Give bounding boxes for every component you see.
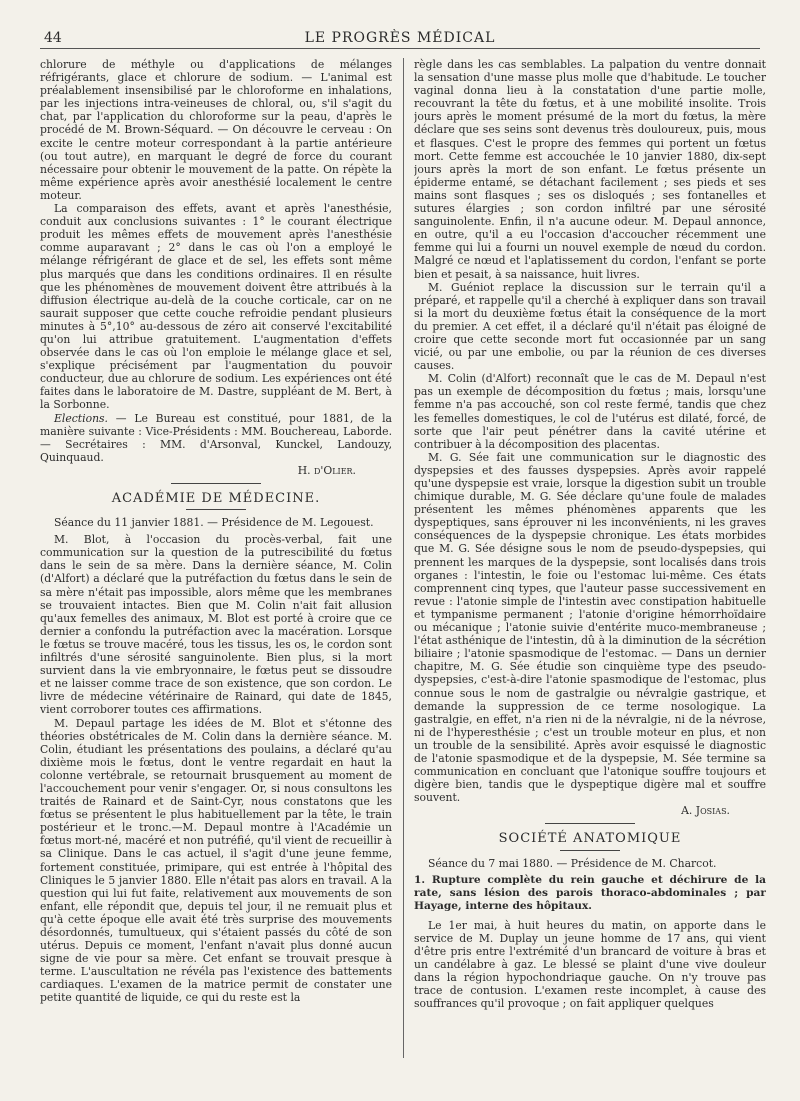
paragraph-elections — [40, 412, 392, 464]
signature: H. d'Olier. — [297, 463, 356, 477]
section-title: SOCIÉTÉ ANATOMIQUE — [498, 831, 682, 847]
session-heading: Séance du 11 janvier 1881. — Présidence de M. Legouest. — [54, 516, 374, 530]
column-divider — [403, 58, 404, 1058]
paragraph: règle dans les cas semblables. La palpation du ventre donnait la sensation d'une masse plus molle que d'habitude. Le toucher vaginal donna lieu à la constatation d'une partie molle, recouvrant la tête du fœtus, et à une mobilité insolite. Trois jours après le moment présumé de la mort du fœtus, la mère déclare que ses seins sont devenus très douloureux, puis, mous et flasques. C'est le propre des femmes qui portent un fœtus mort. Cette femme est accouchée le 10 janvier 1880, dix-sept jours après la mort de son enfant. Le fœtus présente un épiderme entamé, se détachant facilement ; ses pieds et ses mains sont flasques ; ses os disloqués ; ses fontanelles et sutures élargies ; son cordon infiltré par une sérosité sanguinolente. Enfin, il n'a aucune odeur. M. Depaul annonce, en outre, qu'il a eu l'occasion d'accoucher récemment une femme qui lui a fourni un nouvel exemple de nœud du cordon. Malgré ce nœud et l'aplatissement du cordon, l'enfant se porte bien et pesait, à sa naissance, huit livres. — [414, 58, 766, 281]
right-column — [414, 58, 766, 1088]
elections-text: — Le Bureau est constitué, pour 1881, de la manière suivante : Vice-Présidents : MM. Bouchereau, Laborde. — Secrétaires : MM. d'Arsonval, Kunckel, Landouzy, Quinquaud. — [40, 411, 392, 464]
paragraph: M. Colin (d'Alfort) reconnaît que le cas de M. Depaul n'est pas un exemple de décomposition du fœtus ; mais, lorsqu'une femme n'a pas accouché, son col reste fermé, tandis que chez les femelles domestiques, le col de l'utérus est dilaté, forcé, de sorte que l'air peut pénétrer dans la cavité utérine et contribuer à la décomposition des placentas. — [414, 372, 766, 451]
elections-label: Elections. — [54, 411, 108, 425]
running-title: LE PROGRÈS MÉDICAL — [304, 30, 496, 46]
page-header — [40, 28, 760, 49]
case-title: 1. Rupture complète du rein gauche et déchirure de la rate, sans lésion des parois thoraco-abdominales ; par Hayage, interne des hôpitaux. — [414, 873, 766, 912]
divider — [171, 483, 261, 484]
section-title: ACADÉMIE DE MÉDECINE. — [111, 491, 321, 506]
paragraph: Le 1er mai, à huit heures du matin, on apporte dans le service de M. Duplay un jeune homme de 17 ans, qui vient d'être pris entre l'extrémité d'un brancard de voiture à bras et un candélabre à gaz. Le blessé se plaint d'une vive douleur dans la région hypochondriaque gauche. On n'y trouve pas trace de contusion. L'examen reste incomplet, à cause des souffrances qu'il provoque ; on fait appliquer quelques — [414, 918, 766, 1011]
paragraph: M. Blot, à l'occasion du procès-verbal, fait une communication sur la question de la putrescibilité du fœtus dans le sein de sa mère. Dans la dernière séance, M. Colin (d'Alfort) a déclaré que la putréfaction du fœtus dans le sein de sa mère n'était pas impossible, alors même que les membranes se trouvaient intactes. Bien que M. Colin n'ait fait allusion qu'aux femelles des animaux, M. Blot est porté à croire que ce dernier a confondu la putréfaction avec la macération. Lorsque le fœtus se trouve macéré, tous les tissus, les os, le cordon sont infiltrés d'une sérosité sanguinolente. Bien plus, si la mort survient dans la vie embryonnaire, le fœtus peut se dissoudre et ne laisser comme trace de son existence, que son cordon. Le livre de médecine vétérinaire de Rainard, qui date de 1845, vient corroborer toutes ces affirmations. — [40, 533, 392, 717]
session-heading: Séance du 7 mai 1880. — Présidence de M. Charcot. — [428, 856, 717, 870]
paragraph: chlorure de méthyle ou d'applications de mélanges réfrigérants, glace et chlorure de sodium. — L'animal est préalablement insensibilisé par le chloroforme en inhalations, par les injections intra-veineuses de chloral, ou, s'il s'agit du chat, par l'application du chloroforme sur la peau, d'après le procédé de M. Brown-Séquard. — On découvre le cerveau : On excite le centre moteur correspondant à la partie antérieure (ou tout autre), en marquant le degré de force du courant nécessaire pour obtenir le mouvement de la patte. On répète la même expérience après avoir anesthésié localement le centre moteur. — [40, 58, 392, 202]
paragraph: La comparaison des effets, avant et après l'anesthésie, conduit aux conclusions suivantes : 1° le courant électrique produit les mêmes effets de mouvement après l'anesthésie comme auparavant ; 2° dans le cas où l'on a employé le mélange réfrigérant de glace et de sel, les effets sont même plus marqués que dans les conditions ordinaires. Il en résulte que les phénomènes de mouvement doivent être attribués à la diffusion électrique au-delà de la couche corticale, car on ne saurait supposer que cette couche refroidie pendant plusieurs minutes à 5°,10° au-dessous de zéro ait conservé l'excitabilité qu'on lui attribue gratuitement. L'augmentation d'effets observée dans le cas où l'on emploie le mélange glace et sel, s'explique précisément par l'augmentation du pouvoir conducteur, due au chlorure de sodium. Les expériences ont été faites dans le laboratoire de M. Dastre, suppléant de M. Bert, à la Sorbonne. — [40, 202, 392, 412]
paragraph: M. Depaul partage les idées de M. Blot et s'étonne des théories obstétricales de M. Colin dans la dernière séance. M. Colin, étudiant les présentations des poulains, a déclaré qu'au dixième mois le fœtus, dont le ventre regardait en haut la colonne vertébrale, se retournait brusquement au moment de l'accouchement pour venir s'engager. Or, si nous consultons les traités de Rainard et de Saint-Cyr, nous constatons que les fœtus se présentent le plus habituellement par la tête, le train postérieur et le tronc.—M. Depaul montre à l'Académie un fœtus mort-né, macéré et non putréfié, qu'il vient de recueillir à sa Clinique. Dans le cas actuel, il s'agit d'une jeune femme, fortement constituée, primipare, qui est entrée à l'hôpital des Cliniques le 5 janvier 1880. Elle n'était pas alors en travail. A la question qui lui fut faite, relativement aux mouvements de son enfant, elle répondit que, depuis tel jour, il ne remuait plus et qu'à cette époque elle avait été très surprise des mouvements désordonnés, tumultueux, qui s'étaient passés du côté de son utérus. Depuis ce moment, l'enfant n'avait plus donné aucun signe de vie pour sa mère. Cet enfant se trouvait presque à terme. L'auscultation ne révéla pas l'existence des battements cardiaques. L'examen de la matrice permit de constater une petite quantité de liquide, ce qui du reste est la — [40, 716, 392, 1005]
paragraph: M. G. Sée fait une communication sur le diagnostic des dyspepsies et des fausses dyspepsies. Après avoir rappelé qu'une dyspepsie est vraie, lorsque la digestion subit un trouble chimique durable, M. G. Sée déclare qu'une foule de malades présentent les mêmes phénomènes apparents que les dyspeptiques, sans éprouver ni les inconvénients, ni les graves conséquences de la dyspepsie chronique. Les états morbides que M. G. Sée désigne sous le nom de pseudo-dyspepsies, qui prennent les marques de la dyspepsie, sont localisés dans trois organes : l'intestin, le foie ou l'estomac lui-même. Ces états comprennent cinq types, que l'auteur passe successivement en revue : l'atonie simple de l'intestin avec constipation habituelle et tympanisme permanent ; l'atonie d'origine hémorrhoïdaire ou mécanique ; l'atonie suivie d'entérite muco-membraneuse ; l'état asthénique de l'intestin, dû à la diminution de la sécrétion biliaire ; l'atonie spasmodique de l'estomac. — Dans un dernier chapitre, M. G. Sée étudie son cinquième type des pseudo-dyspepsies, c'est-à-dire l'atonie spasmodique de l'estomac, plus connue sous le nom de gastralgie ou névralgie gastrique, et demande la suppression de ce terme nosologique. La gastralgie, en effet, n'a rien ni de la névralgie, ni de la névrose, ni de l'hyperesthésie ; c'est un trouble moteur en plus, et non un trouble de la sensibilité. Après avoir esquissé le diagnostic de l'atonie spasmodique et de la dyspepsie, M. Sée termine sa communication en concluant que l'atonique souffre toujours et digère bien, tandis que le dyspeptique digère mal et souffre souvent. — [414, 450, 766, 805]
paragraph: M. Guéniot replace la discussion sur le terrain qu'il a préparé, et rappelle qu'il a cherché à expliquer dans son travail si la mort du deuxième fœtus était la conséquence de la mort du premier. A cet effet, il a déclaré qu'il n'était pas éloigné de croire que cette seconde mort fut occasionnée par un sang vicié, ou par une embolie, ou par la réunion de ces diverses causes. — [414, 280, 766, 373]
page-number: 44 — [44, 30, 62, 46]
left-column — [40, 58, 392, 1088]
section-rule — [186, 509, 246, 510]
signature: A. Josias. — [681, 804, 730, 818]
divider — [545, 823, 635, 824]
section-rule — [560, 850, 620, 851]
